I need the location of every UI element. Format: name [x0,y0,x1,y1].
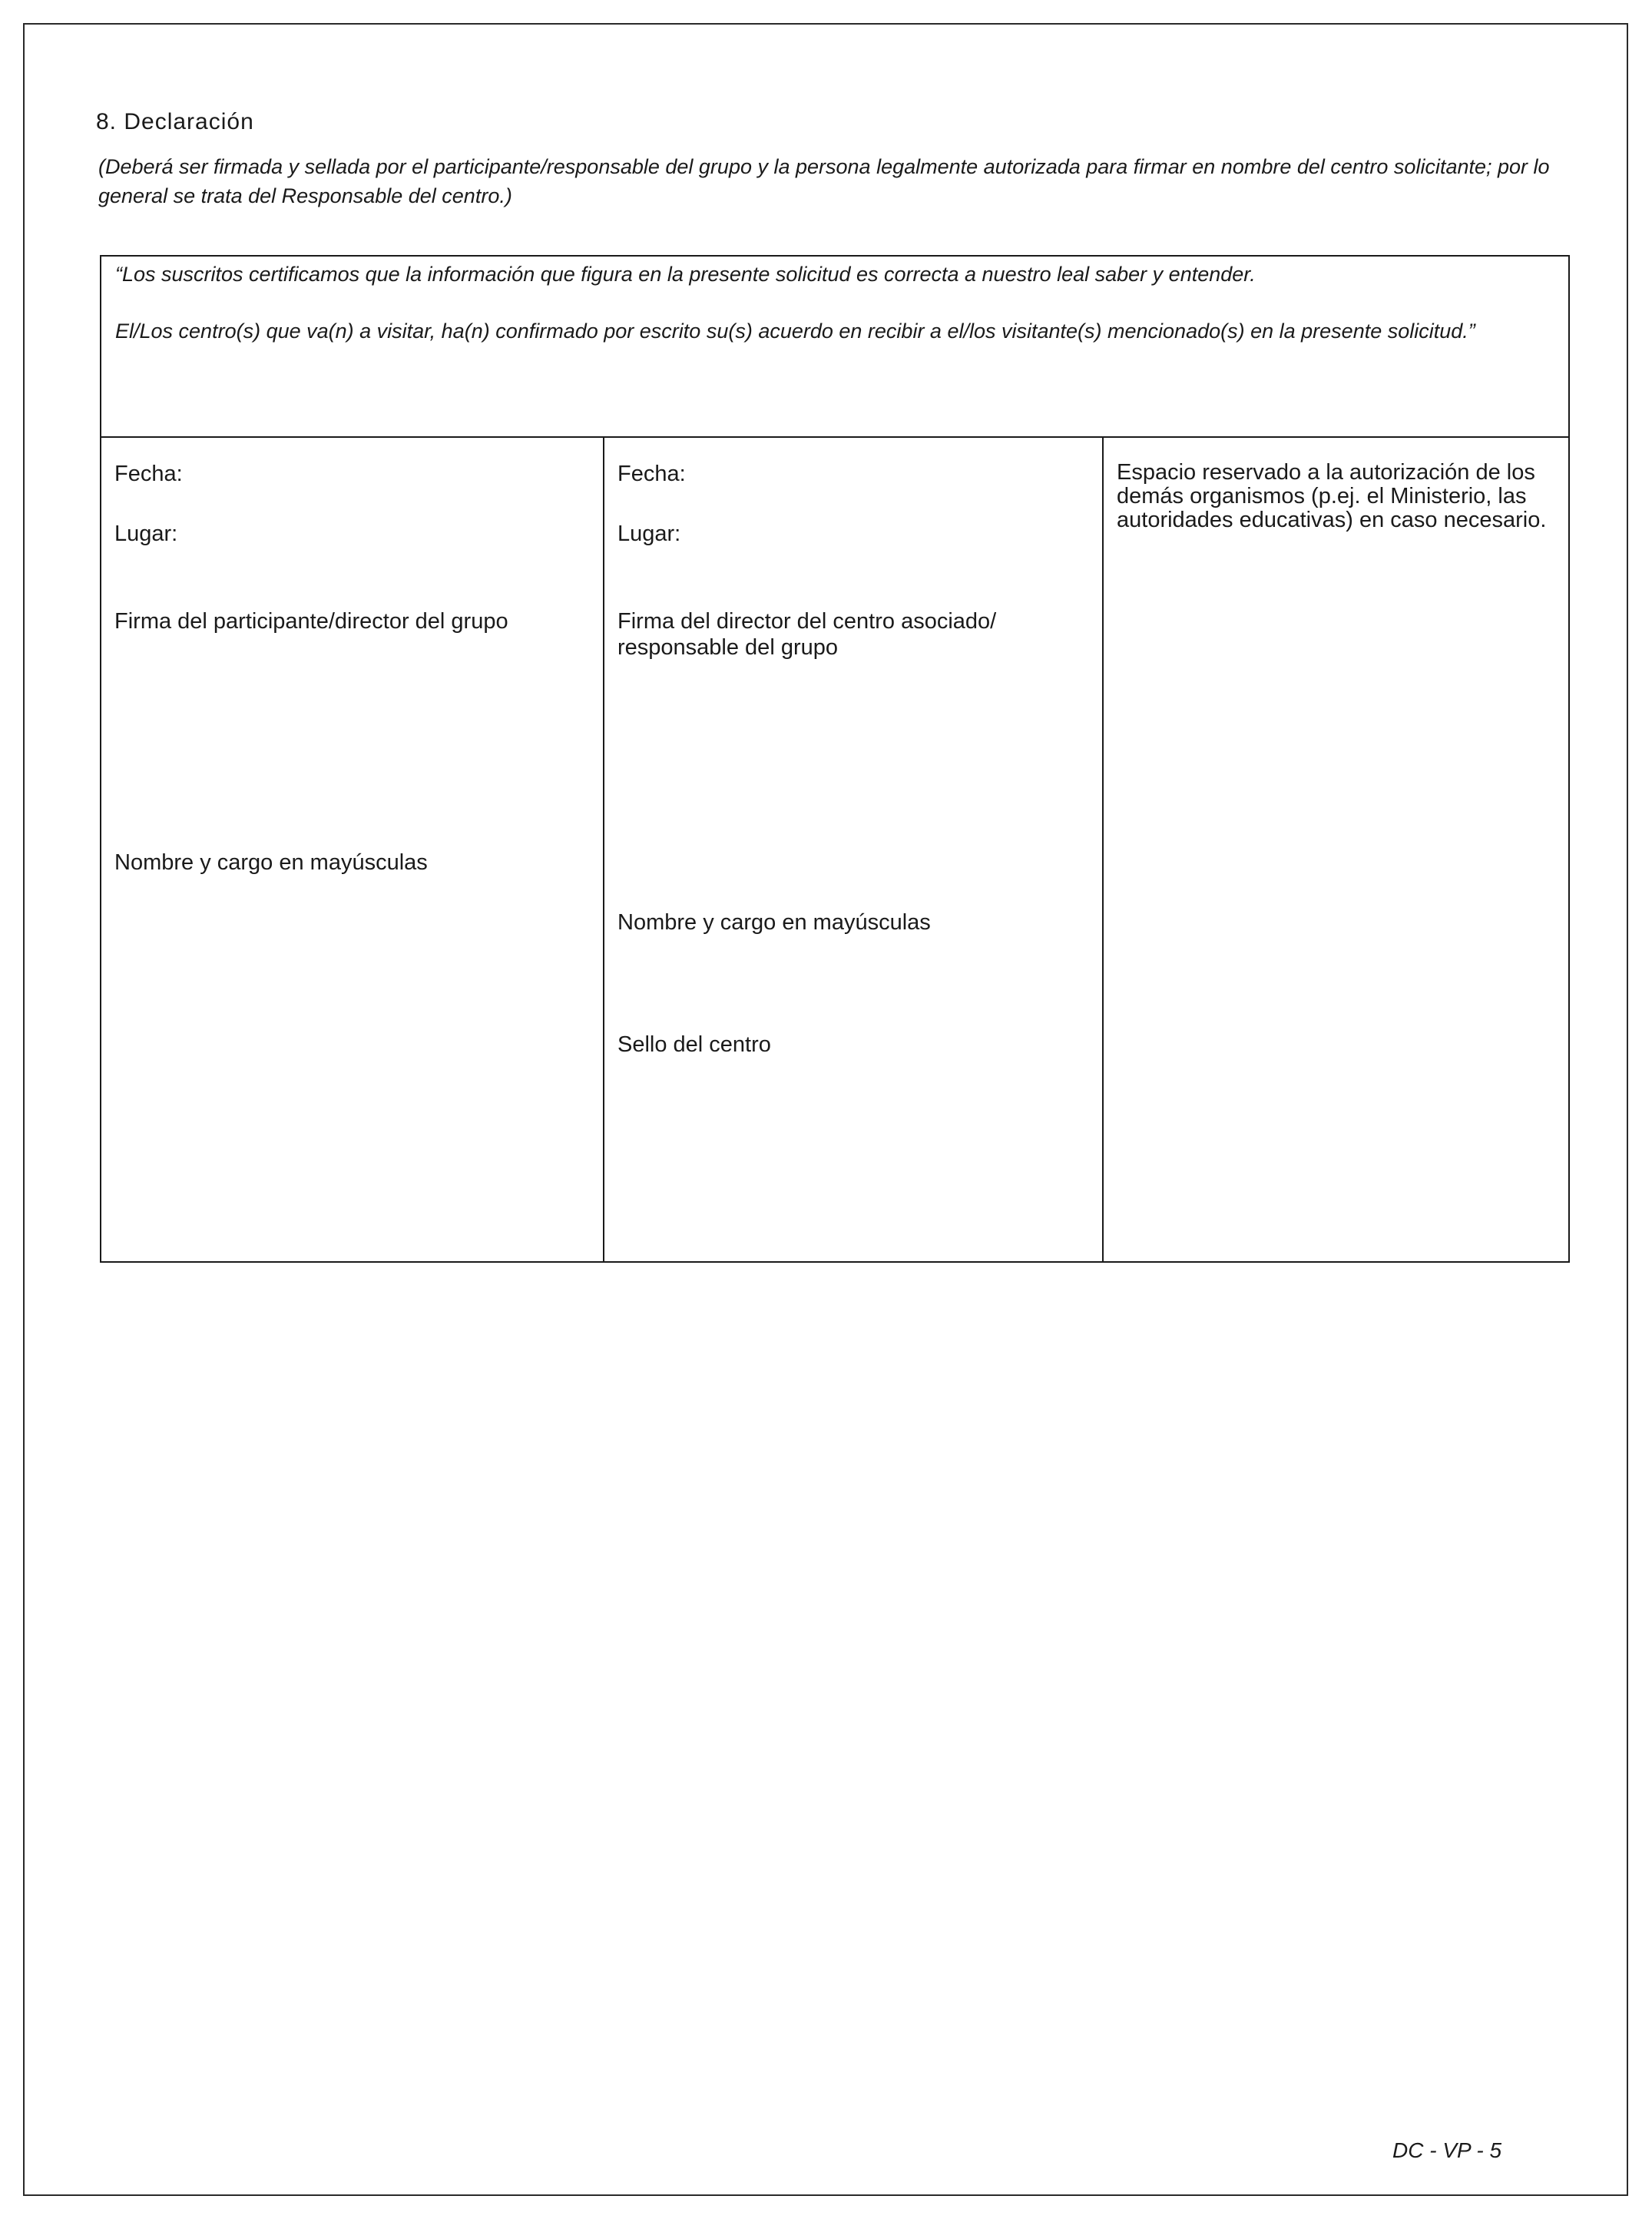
signature-column-participant [101,436,604,1261]
participant-name-label: Nombre y cargo en mayúsculas [114,850,428,875]
director-signature-label: Firma del director del centro asociado/ responsable del grupo [617,609,997,660]
lugar-label: Lugar: [114,522,178,546]
signature-table [100,436,1570,1263]
declaration-paragraph-2: El/Los centro(s) que va(n) a visitar, ha(n) confirmado por escrito su(s) acuerdo en recibir a el/los visitante(s) mencionado(s) en la presente solicitud.” [115,320,1475,343]
section-title: 8. Declaración [96,109,254,134]
declaration-paragraph-1: “Los suscritos certificamos que la información que figura en la presente solicitud es correcta a nuestro leal saber y entender. [115,263,1256,286]
declaration-box [100,255,1570,438]
fecha-label: Fecha: [617,462,686,486]
signature-column-director [604,436,1104,1261]
authorization-space-label: Espacio reservado a la autorización de los demás organismos (p.ej. el Ministerio, las autoridades educativas) en caso necesario. [1117,460,1547,532]
authorization-column [1104,436,1568,1261]
center-seal-label: Sello del centro [617,1032,771,1057]
lugar-label: Lugar: [617,522,681,546]
director-name-label: Nombre y cargo en mayúsculas [617,910,931,935]
section-note: (Deberá ser firmada y sellada por el participante/responsable del grupo y la persona legalmente autorizada para firmar en nombre del centro solicitante; por lo general se trata del Responsable del centro.) [98,155,1550,207]
page-code: DC - VP - 5 [1392,2138,1502,2162]
participant-signature-label: Firma del participante/director del grupo [114,609,508,634]
fecha-label: Fecha: [114,462,183,486]
